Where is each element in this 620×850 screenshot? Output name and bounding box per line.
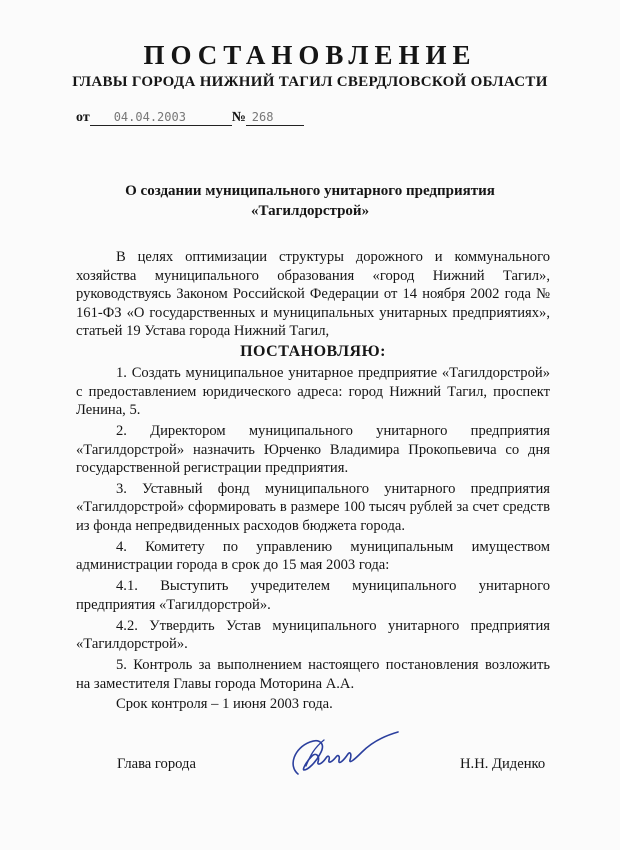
document-heading xyxy=(0,181,620,221)
number-value: 268 xyxy=(246,110,304,126)
item-4-2: 4.2. Утвердить Устав муниципального унитарного предприятия «Тагилдорстрой». xyxy=(76,617,550,653)
heading-line-2: «Тагилдорстрой» xyxy=(250,203,370,219)
heading-line-1: О создании муниципального унитарного предприятия xyxy=(125,183,495,199)
item-4-1: 4.1. Выступить учредителем муниципального унитарного предприятия «Тагилдорстрой». xyxy=(76,578,550,613)
document-title: ПОСТАНОВЛЕНИЕ xyxy=(143,40,477,70)
document-subtitle: ГЛАВЫ ГОРОДА НИЖНИЙ ТАГИЛ СВЕРДЛОВСКОЙ ОБЛАСТИ xyxy=(72,74,548,90)
item-1: 1. Создать муниципальное унитарное предприятие «Тагилдорстрой» с предоставлением юридического адреса: город Нижний Тагил, проспект Ленина, 5. xyxy=(76,364,550,419)
signatory-name: Н.Н. Диденко xyxy=(460,756,546,772)
signatory-position: Глава города xyxy=(117,756,196,772)
item-5: 5. Контроль за выполнением настоящего постановления возложить на заместителя Главы города Моторина А.А. xyxy=(76,656,550,692)
item-3: 3. Уставный фонд муниципального унитарного предприятия «Тагилдорстрой» сформировать в размере 100 тысяч рублей за счет средств из фонда непредвиденных расходов бюджета города. xyxy=(76,480,550,535)
registration-line xyxy=(76,110,304,126)
item-2: 2. Директором муниципального унитарного предприятия «Тагилдорстрой» назначить Юрченко Владимира Прокопьевича со дня государственной регистрации предприятия. xyxy=(76,422,550,477)
document-body xyxy=(76,248,550,714)
date-prefix: от xyxy=(76,110,90,125)
number-prefix: № xyxy=(231,110,246,125)
date-value: 04.04.2003 xyxy=(90,110,232,126)
preamble: В целях оптимизации структуры дорожного и коммунального хозяйства муниципального образования «город Нижний Тагил», руководствуясь Законом Российской Федерации от 14 ноября 2002 года № 161-ФЗ «О государственных и муниципальных унитарных предприятиях», статьей 19 Устава города Нижний Тагил, xyxy=(76,249,550,340)
item-4: 4. Комитету по управлению муниципальным имуществом администрации города в срок до 15 мая 2003 года: xyxy=(76,538,550,574)
decree-word: ПОСТАНОВЛЯЮ: xyxy=(240,343,386,361)
control-deadline: Срок контроля – 1 июня 2003 года. xyxy=(116,696,333,713)
handwritten-signature xyxy=(280,726,410,786)
